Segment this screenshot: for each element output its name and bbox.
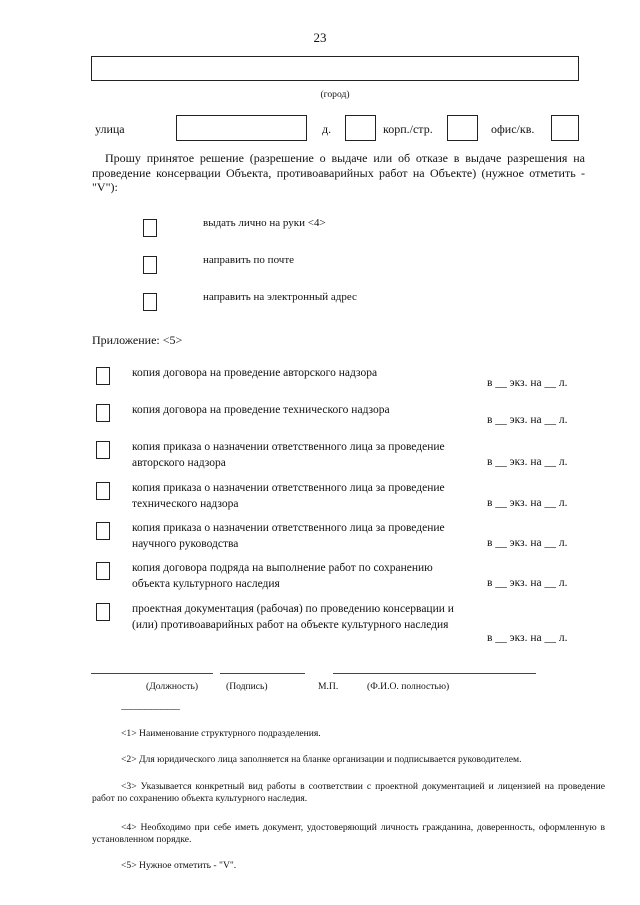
attachment-checkbox[interactable] bbox=[96, 603, 110, 621]
delivery-option-label: направить по почте bbox=[203, 254, 295, 266]
footnote-separator: -------------------------------- bbox=[121, 705, 180, 713]
attachment-quantity: в __ экз. на __ л. bbox=[487, 497, 568, 509]
page-number: 23 bbox=[313, 30, 327, 45]
attachment-checkbox[interactable] bbox=[96, 441, 110, 459]
attachment-quantity: в __ экз. на __ л. bbox=[487, 632, 568, 644]
attachment-label: копия приказа о назначении ответственного лица за проведение авторского надзора bbox=[132, 441, 445, 469]
street-field[interactable] bbox=[176, 115, 307, 141]
house-label: д. bbox=[322, 122, 332, 136]
attachment-quantity: в __ экз. на __ л. bbox=[487, 456, 568, 468]
house-field[interactable] bbox=[345, 115, 376, 141]
position-signature-line[interactable] bbox=[91, 673, 213, 674]
attachment-label: копия договора на проведение авторского надзора bbox=[132, 367, 378, 379]
attachment-quantity: в __ экз. на __ л. bbox=[487, 577, 568, 589]
attachment-checkbox[interactable] bbox=[96, 562, 110, 580]
footnote: <3> Указывается конкретный вид работы в соответствии с проектной документацией и лицензией на проведение работ по сохранению объекта культурного наследия. bbox=[92, 781, 605, 804]
signature-caption: (Подпись) bbox=[226, 681, 268, 692]
attachment-checkbox[interactable] bbox=[96, 404, 110, 422]
footnote: <4> Необходимо при себе иметь документ, удостоверяющий личность гражданина, доверенность, оформленную в установленном порядке. bbox=[92, 822, 605, 845]
request-paragraph: Прошу принятое решение (разрешение о выдаче или об отказе в выдаче разрешения на проведение консервации Объекта, противоаварийных работ на Объекте) (нужное отметить - "V"): bbox=[92, 151, 585, 194]
delivery-option-checkbox[interactable] bbox=[143, 293, 157, 311]
delivery-option-checkbox[interactable] bbox=[143, 256, 157, 274]
attachment-checkbox[interactable] bbox=[96, 522, 110, 540]
attachment-label: копия договора на проведение технического надзора bbox=[132, 404, 390, 416]
footnote: <1> Наименование структурного подразделения. bbox=[121, 728, 321, 739]
attachment-label: проектная документация (рабочая) по проведению консервации и (или) противоаварийных работ на объекте культурного наследия bbox=[132, 603, 454, 631]
city-field[interactable] bbox=[91, 56, 579, 81]
delivery-option-label: выдать лично на руки <4> bbox=[203, 217, 326, 229]
attachment-checkbox[interactable] bbox=[96, 367, 110, 385]
office-label: офис/кв. bbox=[491, 122, 535, 136]
attachment-label: копия приказа о назначении ответственного лица за проведение научного руководства bbox=[132, 522, 445, 550]
attachment-quantity: в __ экз. на __ л. bbox=[487, 377, 568, 389]
delivery-option-label: направить на электронный адрес bbox=[203, 291, 357, 303]
attachment-label: копия договора подряда на выполнение работ по сохранению объекта культурного наследия bbox=[132, 562, 433, 590]
building-label: корп./стр. bbox=[383, 122, 433, 136]
delivery-option-checkbox[interactable] bbox=[143, 219, 157, 237]
full-name-signature-line[interactable] bbox=[333, 673, 536, 674]
street-label: улица bbox=[95, 122, 125, 136]
footnote: <5> Нужное отметить - "V". bbox=[121, 860, 237, 871]
signature-line[interactable] bbox=[220, 673, 305, 674]
attachment-checkbox[interactable] bbox=[96, 482, 110, 500]
city-caption: (город) bbox=[320, 89, 350, 100]
building-field[interactable] bbox=[447, 115, 478, 141]
attachment-quantity: в __ экз. на __ л. bbox=[487, 537, 568, 549]
attachment-label: копия приказа о назначении ответственного лица за проведение технического надзора bbox=[132, 482, 445, 510]
position-caption: (Должность) bbox=[146, 681, 199, 692]
stamp-caption: М.П. bbox=[318, 681, 339, 692]
full-name-caption: (Ф.И.О. полностью) bbox=[367, 681, 450, 692]
office-field[interactable] bbox=[551, 115, 579, 141]
footnote: <2> Для юридического лица заполняется на бланке организации и подписывается руководителем. bbox=[121, 754, 522, 765]
attachments-title: Приложение: <5> bbox=[92, 333, 183, 347]
attachment-quantity: в __ экз. на __ л. bbox=[487, 414, 568, 426]
